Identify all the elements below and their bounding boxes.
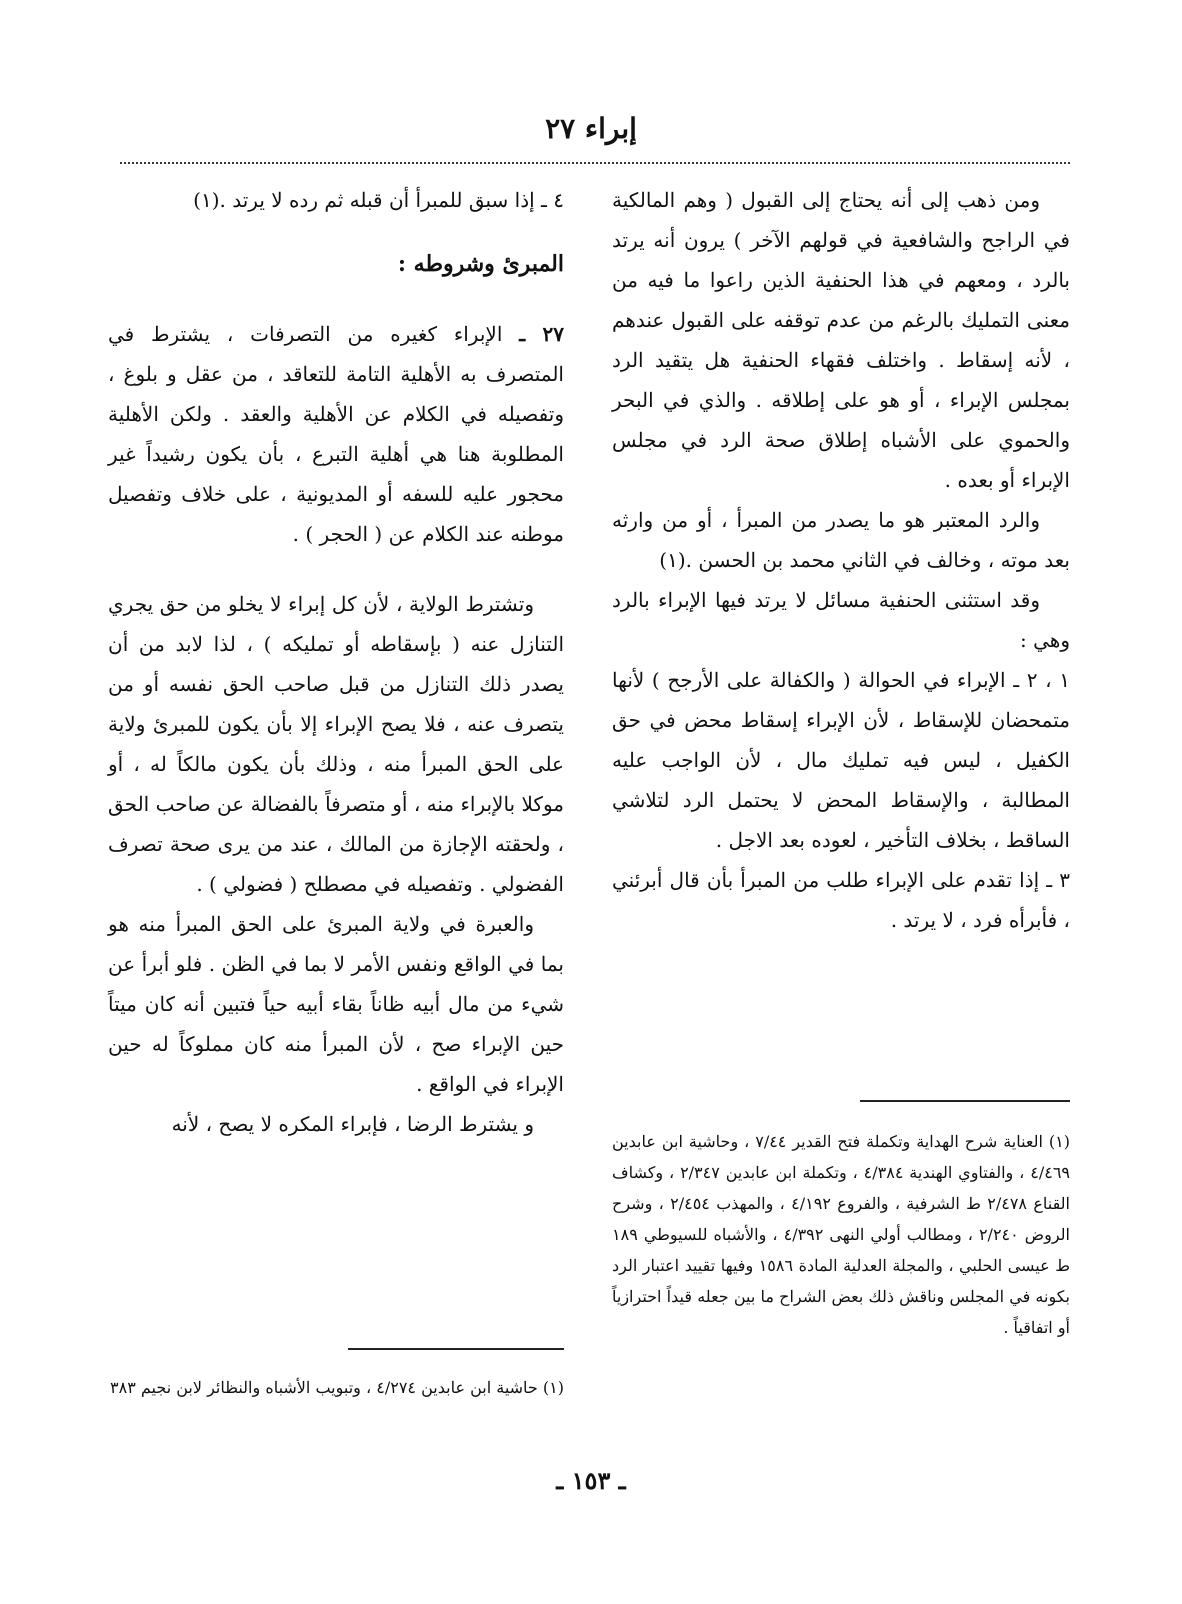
- section-number: ٢٧ ـ: [519, 322, 564, 346]
- left-column: [108, 180, 564, 1144]
- section-subheading: المبرئ وشروطه :: [397, 251, 564, 277]
- right-column: [612, 180, 1070, 940]
- header-dotted-rule: [120, 162, 1070, 164]
- footnote-rule-left: [348, 1348, 564, 1350]
- left-paragraph-1: ٤ ـ إذا سبق للمبرأ أن قبله ثم رده لا يرتد .(١): [193, 188, 564, 212]
- right-paragraph-2: والرد المعتبر هو ما يصدر من المبرأ ، أو من وارثه بعد موته ، وخالف في الثاني محمد بن الحسن .(١): [612, 508, 1070, 572]
- footnote-rule-right: [860, 1100, 1070, 1102]
- footnote-right: (١) العناية شرح الهداية وتكملة فتح القدير ٧/٤٤ ، وحاشية ابن عابدين ٤/٤٦٩ ، والفتاوي الهندية ٤/٣٨٤ ، وتكملة ابن عابدين ٢/٣٤٧ ، وكشاف القناع ٢/٤٧٨ ط الشرفية ، والفروع ٤/١٩٢ ، والمهذب ٢/٤٥٤ ، وشرح الروض ٢/٢٤٠ ، ومطالب أولي النهى ٤/٣٩٢ ، والأشباه للسيوطي ١٨٩ ط عيسى الحلبي ، والمجلة العدلية المادة ١٥٨٦ وفيها تقييد اعتبار الرد بكونه في المجلس وناقش ذلك بعض الشراح ما بين جعله قيداً احترازياً أو اتفاقياً .: [612, 1132, 1071, 1337]
- right-paragraph-4: ١ ، ٢ ـ الإبراء في الحوالة ( والكفالة على الأرجح ) لأنها متمحضان للإسقاط ، لأن الإبراء إسقاط محض في حق الكفيل ، ليس فيه تمليك مال ، لأن الواجب عليه المطالبة ، والإسقاط المحض لا يحتمل الرد لتلاشي الساقط ، بخلاف التأخير ، لعوده بعد الاجل .: [612, 668, 1070, 852]
- page-number: ـ ١٥٣ ـ: [556, 1466, 626, 1495]
- left-paragraph-3: وتشترط الولاية ، لأن كل إبراء لا يخلو من حق يجري التنازل عنه ( بإسقاطه أو تمليكه ) ، لذا لابد من أن يصدر ذلك التنازل من قبل صاحب الحق نفسه أو من يتصرف عنه ، فلا يصح الإبراء إلا بأن يكون للمبرئ ولاية على الحق المبرأ منه ، وذلك بأن يكون مالكاً له ، أو موكلا بالإبراء منه ، أو متصرفاً بالفضالة عن صاحب الحق ، ولحقته الإجازة من المالك ، عند من يرى صحة تصرف الفضولي . وتفصيله في مصطلح ( فضولي ) .: [108, 592, 564, 896]
- left-paragraph-2: [108, 314, 564, 554]
- page-header-title: إبراء ٢٧: [545, 112, 637, 145]
- left-paragraph-5: و يشترط الرضا ، فإبراء المكره لا يصح ، لأنه: [171, 1112, 534, 1136]
- right-paragraph-5: ٣ ـ إذا تقدم على الإبراء طلب من المبرأ بأن قال أبرئني ، فأبرأه فرد ، لا يرتد .: [612, 868, 1070, 932]
- left-paragraph-4: والعبرة في ولاية المبرئ على الحق المبرأ منه هو بما في الواقع ونفس الأمر لا بما في الظن . فلو أبرأ عن شيء من مال أبيه ظاناً بقاء أبيه حياً فتبين أنه كان ميتاً حين الإبراء صح ، لأن المبرأ منه كان مملوكاً له حين الإبراء في الواقع .: [108, 912, 564, 1096]
- right-paragraph-1: ومن ذهب إلى أنه يحتاج إلى القبول ( وهم المالكية في الراجح والشافعية في قولهم الآخر ) يرون أنه يرتد بالرد ، ومعهم في هذا الحنفية الذين راعوا ما فيه من معنى التمليك بالرغم من عدم توقفه على القبول عندهم ، لأنه إسقاط . واختلف فقهاء الحنفية هل يتقيد الرد بمجلس الإبراء ، أو هو على إطلاقه . والذي في البحر والحموي على الأشباه إطلاق صحة الرد في مجلس الإبراء أو بعده .: [612, 188, 1070, 492]
- right-paragraph-3: وقد استثنى الحنفية مسائل لا يرتد فيها الإبراء بالرد وهي :: [612, 588, 1070, 652]
- left-paragraph-2-text: الإبراء كغيره من التصرفات ، يشترط في المتصرف به الأهلية التامة للتعاقد ، من عقل و بلوغ ، وتفصيله في الكلام عن الأهلية والعقد . ولكن الأهلية المطلوبة هنا هي أهلية التبرع ، بأن يكون رشيداً غير محجور عليه للسفه أو المديونية ، على خلاف وتفصيل موطنه عند الكلام عن ( الحجر ) .: [108, 322, 564, 546]
- footnote-left: (١) حاشية ابن عابدين ٤/٢٧٤ ، وتبويب الأشباه والنظائر لابن نجيم ٣٨٣: [110, 1378, 564, 1397]
